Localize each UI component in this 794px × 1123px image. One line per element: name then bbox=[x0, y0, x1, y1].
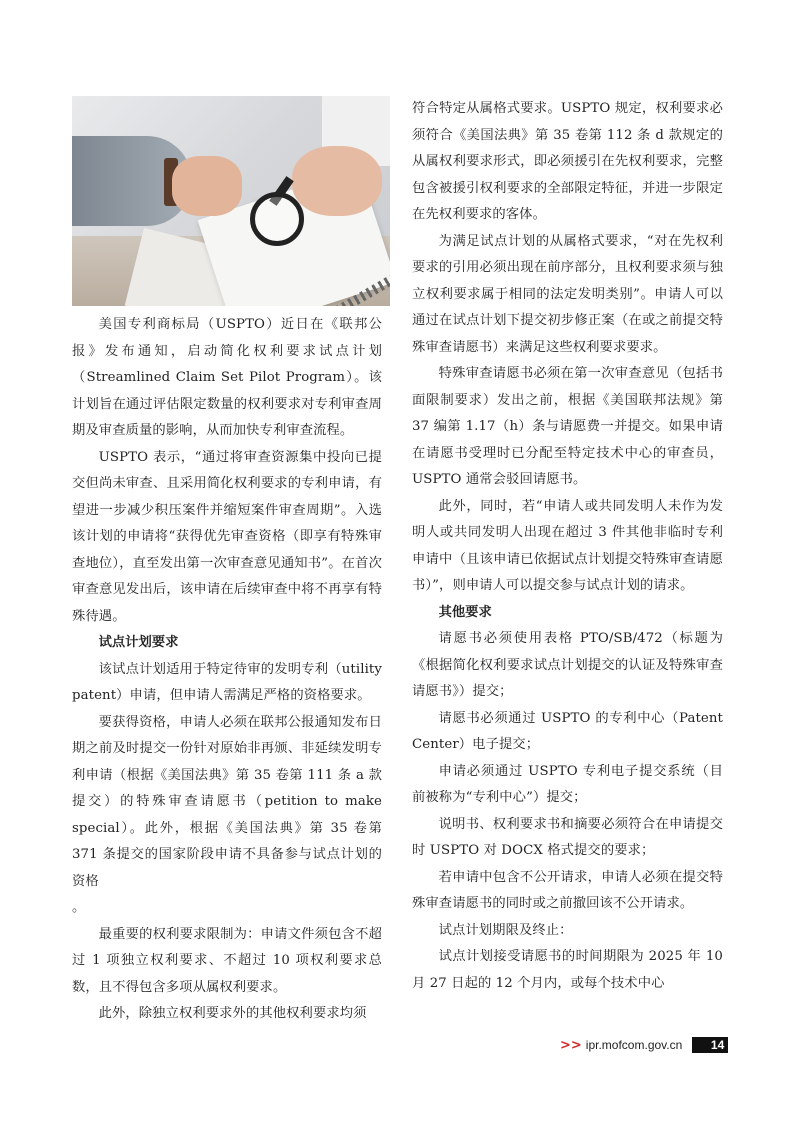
section-heading: 试点计划要求 bbox=[98, 635, 179, 650]
paragraph: 要获得资格，申请人必须在联邦公报通知发布日期之前及时提交一份针对原始非再颁、非延续发明专利申请（根据《美国法典》第 35 卷第 111 条 a 款提交）的特殊审查请愿书（petition to make special）。此外，根据《美国法典》第 35 卷第 371 条提交的国家阶段申请不具备参与试点计划的资格 bbox=[72, 714, 382, 889]
paragraph: 为满足试点计划的从属格式要求，“对在先权利要求的引用必须出现在前序部分，且权利要求须与独立权利要求属于相同的法定发明类别”。申请人可以通过在试点计划下提交初步修正案（在或之前提交特殊审查请愿书）来满足这些权利要求要求。 bbox=[412, 233, 723, 355]
right-column bbox=[412, 96, 723, 997]
paragraph: 请愿书必须使用表格 PTO/SB/472（标题为《根据简化权利要求试点计划提交的认证及特殊审查请愿书》）提交； bbox=[412, 631, 723, 699]
paragraph: 请愿书必须通过 USPTO 的专利中心（Patent Center）电子提交； bbox=[412, 710, 723, 752]
paragraph: 此外，同时，若“申请人或共同发明人未作为发明人或共同发明人出现在超过 3 件其他非临时专利申请中（且该申请已依据试点计划提交特殊审查请愿书）”，则申请人可以提交参与试点计划的请求。 bbox=[412, 498, 723, 593]
paragraph: 试点计划接受请愿书的时间期限为 2025 年 10 月 27 日起的 12 个月内，或每个技术中心 bbox=[412, 949, 723, 991]
paragraph: 此外，除独立权利要求外的其他权利要求均须 bbox=[98, 1006, 367, 1021]
paragraph: 若申请中包含不公开请求，申请人必须在提交特殊审查请愿书的同时或之前撤回该不公开请求。 bbox=[412, 869, 723, 911]
paragraph: 符合特定从属格式要求。USPTO 规定，权利要求必须符合《美国法典》第 35 卷第 112 条 d 款规定的从属权利要求形式，即必须援引在先权利要求，完整包含被援引权利要求的全部限定特征，并进一步限定在先权利要求的客体。 bbox=[412, 101, 723, 222]
magnifier-icon bbox=[250, 192, 304, 246]
chevron-right-icon: >> bbox=[560, 1037, 582, 1053]
page-footer bbox=[560, 1036, 728, 1054]
left-column bbox=[72, 312, 382, 1028]
paragraph: 该试点计划适用于特定待审的发明专利（utility patent）申请，但申请人需满足严格的资格要求。 bbox=[72, 661, 382, 703]
section-heading: 其他要求 bbox=[438, 604, 492, 620]
paragraph: 申请必须通过 USPTO 专利电子提交系统（目前被称为“专利中心”）提交； bbox=[412, 763, 723, 805]
paragraph: 特殊审查请愿书必须在第一次审查意见（包括书面限制要求）发出之前，根据《美国联邦法规》第 37 编第 1.17（h）条与请愿费一并提交。如果申请在请愿书受理时已分配至特定技术中心的审查员，USPTO 通常会驳回请愿书。 bbox=[412, 366, 723, 487]
paragraph: 最重要的权利要求限制为：申请文件须包含不超过 1 项独立权利要求、不超过 10 项权利要求总数，且不得包含多项从属权利要求。 bbox=[72, 926, 382, 995]
paragraph: USPTO 表示，“通过将审查资源集中投向已提交但尚未审查、且采用简化权利要求的专利申请，有望进一步减少积压案件并缩短案件审查周期”。入选该计划的申请将“获得优先审查资格（即享有特殊审查地位），直至发出第一次审查意见通知书”。在首次审查意见发出后，该申请在后续审查中将不再享有特殊待遇。 bbox=[72, 449, 382, 624]
paragraph: 美国专利商标局（USPTO）近日在《联邦公报》发布通知，启动简化权利要求试点计划（Streamlined Claim Set Pilot Program）。该计划旨在通过评估限定数量的权利要求对专利审查周期及审查质量的影响，从而加快专利审查流程。 bbox=[72, 317, 382, 438]
paragraph: 试点计划期限及终止： bbox=[438, 922, 573, 938]
paragraph-end-mark: 。 bbox=[72, 900, 86, 915]
article-photo bbox=[72, 96, 390, 306]
page-number: 14 bbox=[692, 1037, 728, 1053]
paragraph: 说明书、权利要求书和摘要必须符合在申请提交时 USPTO 对 DOCX 格式提交的要求； bbox=[412, 816, 723, 858]
footer-url[interactable]: ipr.mofcom.gov.cn bbox=[585, 1038, 683, 1052]
